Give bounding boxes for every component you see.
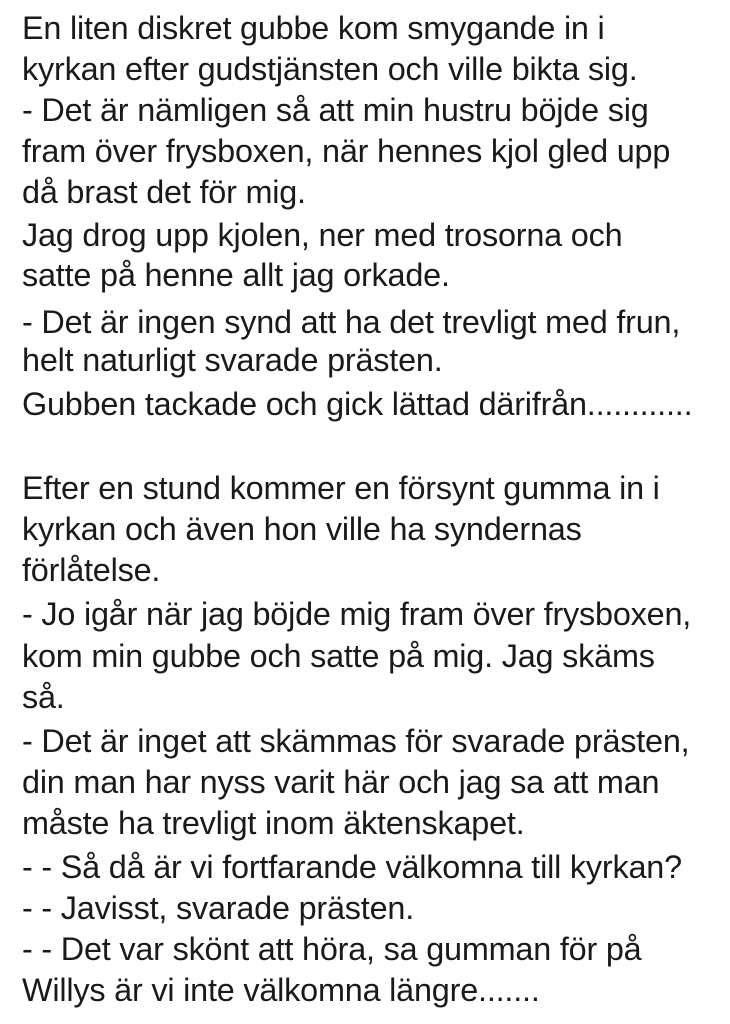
text-line: din man har nyss varit här och jag sa att man <box>22 764 660 800</box>
text-line: helt naturligt svarade prästen. <box>22 342 443 378</box>
text-line: - Jo igår när jag böjde mig fram över frysboxen, <box>22 596 692 632</box>
text-line: Gubben tackade och gick lättad därifrån............ <box>22 386 693 422</box>
text-line: fram över frysboxen, när hennes kjol gled upp <box>22 133 671 169</box>
text-line: - - Javisst, svarade prästen. <box>22 890 415 926</box>
text-line: så. <box>22 679 65 715</box>
text-line: Jag drog upp kjolen, ner med trosorna och <box>22 217 623 253</box>
text-line: - Det är inget att skämmas för svarade prästen, <box>22 723 690 759</box>
text-line: Willys är vi inte välkomna längre....... <box>22 972 540 1008</box>
text-line: - Det är ingen synd att ha det trevligt med frun, <box>22 304 681 340</box>
text-line: En liten diskret gubbe kom smygande in i <box>22 10 605 46</box>
text-line: satte på henne allt jag orkade. <box>22 257 450 293</box>
text-line: - - Så då är vi fortfarande välkomna till kyrkan? <box>22 849 682 885</box>
text-line: kom min gubbe och satte på mig. Jag skäms <box>22 638 655 674</box>
text-line: - - Det var skönt att höra, sa gumman för på <box>22 931 642 967</box>
text-line: då brast det för mig. <box>22 174 306 210</box>
text-line: Efter en stund kommer en försynt gumma in i <box>22 470 660 506</box>
text-line: förlåtelse. <box>22 552 161 588</box>
text-line: kyrkan och även hon ville ha syndernas <box>22 511 582 547</box>
text-line: kyrkan efter gudstjänsten och ville bikta sig. <box>22 51 638 87</box>
text-line: måste ha trevligt inom äktenskapet. <box>22 805 525 841</box>
text-line: - Det är nämligen så att min hustru böjde sig <box>22 92 649 128</box>
